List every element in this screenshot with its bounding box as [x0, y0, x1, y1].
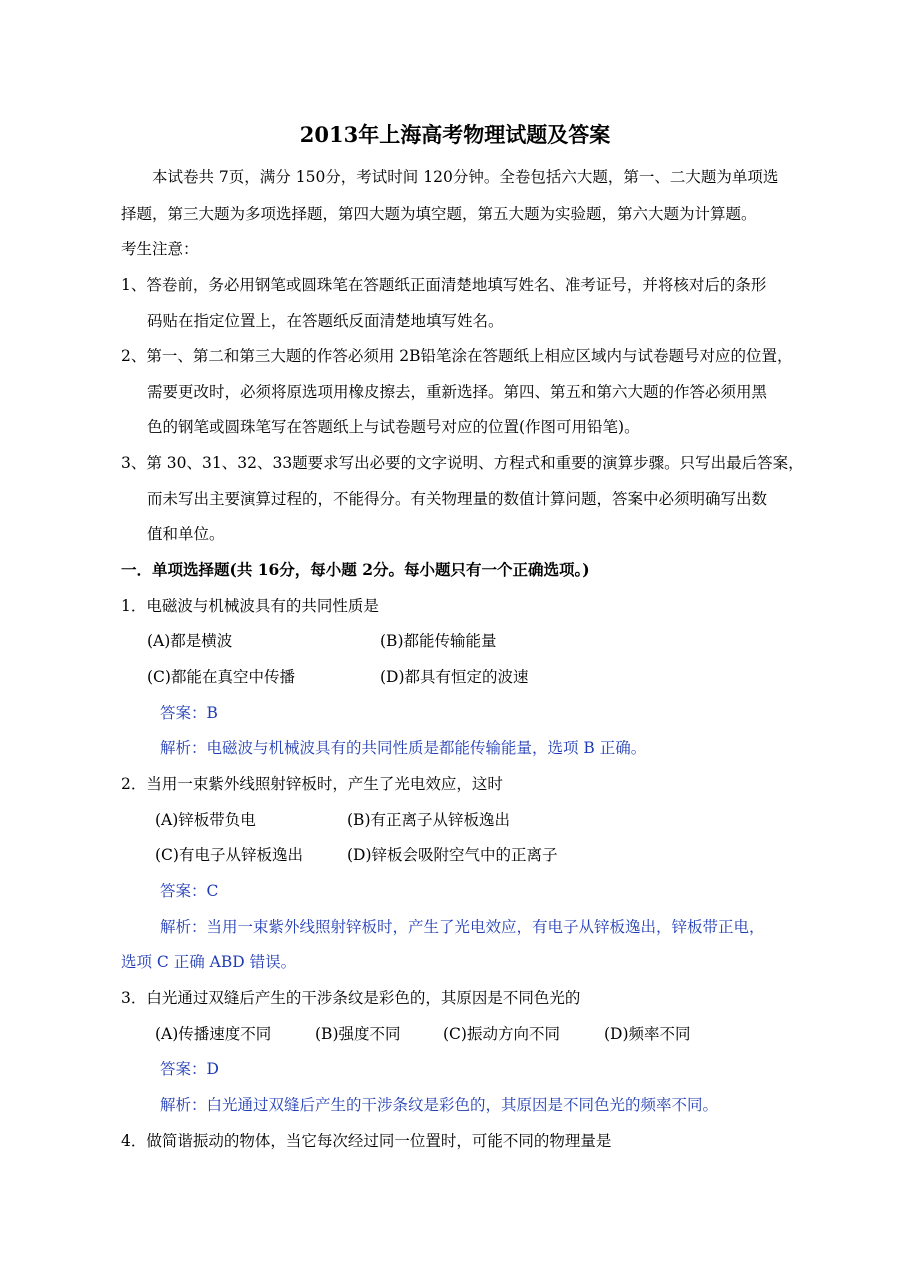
question-3-option-b: (B)强度不同 — [315, 1025, 401, 1043]
notice-2-line-2: 需要更改时，必须将原选项用橡皮擦去，重新选择。第四、第五和第六大题的作答必须用黑 — [147, 383, 768, 401]
notice-2-line-3: 色的钢笔或圆珠笔写在答题纸上与试卷题号对应的位置(作图可用铅笔)。 — [147, 418, 640, 436]
notice-3-line-1: 3、第 30、31、32、33题要求写出必要的文字说明、方程式和重要的演算步骤。只写出最后答案， — [121, 454, 804, 472]
question-3-option-d: (D)频率不同 — [604, 1025, 691, 1043]
question-3-answer: 答案：D — [160, 1060, 219, 1078]
question-2-option-d: (D)锌板会吸附空气中的正离子 — [347, 846, 558, 864]
question-2-option-c: (C)有电子从锌板逸出 — [155, 846, 303, 864]
question-1-option-c: (C)都能在真空中传播 — [147, 668, 295, 686]
question-2-stem: 2．当用一束紫外线照射锌板时，产生了光电效应，这时 — [121, 775, 503, 793]
question-2-option-b: (B)有正离子从锌板逸出 — [347, 811, 510, 829]
question-1-answer: 答案：B — [160, 704, 218, 722]
question-1-analysis: 解析：电磁波与机械波具有的共同性质是都能传输能量，选项 B 正确。 — [160, 739, 647, 757]
question-3-option-c: (C)振动方向不同 — [443, 1025, 560, 1043]
question-1-stem: 1．电磁波与机械波具有的共同性质是 — [121, 597, 379, 615]
question-2-analysis-cont: 选项 C 正确 ABD 错误。 — [121, 953, 297, 971]
question-2-answer: 答案：C — [160, 882, 219, 900]
page-title: 2013年上海高考物理试题及答案 — [299, 122, 611, 147]
question-1-option-d: (D)都具有恒定的波速 — [380, 668, 529, 686]
question-3-analysis: 解析：白光通过双缝后产生的干涉条纹是彩色的，其原因是不同色光的频率不同。 — [160, 1096, 719, 1114]
question-2-analysis: 解析：当用一束紫外线照射锌板时，产生了光电效应，有电子从锌板逸出，锌板带正电， — [160, 918, 765, 936]
question-3-stem: 3．白光通过双缝后产生的干涉条纹是彩色的，其原因是不同色光的 — [121, 989, 581, 1007]
notice-heading: 考生注意： — [121, 240, 199, 258]
question-4-stem: 4．做简谐振动的物体，当它每次经过同一位置时，可能不同的物理量是 — [121, 1132, 612, 1150]
intro-line-1: 本试卷共 7页，满分 150分，考试时间 120分钟。全卷包括六大题，第一、二大题为单项选 — [152, 168, 779, 186]
notice-3-line-2: 而未写出主要演算过程的，不能得分。有关物理量的数值计算问题，答案中必须明确写出数 — [147, 490, 768, 508]
question-1-option-a: (A)都是横波 — [147, 632, 233, 650]
notice-2-line-1: 2、第一、第二和第三大题的作答必须用 2B铅笔涂在答题纸上相应区域内与试卷题号对应的位置， — [121, 347, 793, 365]
notice-3-line-3: 值和单位。 — [147, 525, 225, 543]
notice-1-line-1: 1、答卷前，务必用钢笔或圆珠笔在答题纸正面清楚地填写姓名、准考证号，并将核对后的条形 — [121, 276, 767, 294]
section-heading: 一．单项选择题(共 16分，每小题 2分。每小题只有一个正确选项。) — [121, 560, 590, 579]
notice-1-line-2: 码贴在指定位置上，在答题纸反面清楚地填写姓名。 — [147, 312, 504, 330]
question-3-option-a: (A)传播速度不同 — [155, 1025, 272, 1043]
question-1-option-b: (B)都能传输能量 — [380, 632, 497, 650]
intro-line-2: 择题，第三大题为多项选择题，第四大题为填空题，第五大题为实验题，第六大题为计算题。 — [121, 205, 757, 223]
question-2-option-a: (A)锌板带负电 — [155, 811, 256, 829]
